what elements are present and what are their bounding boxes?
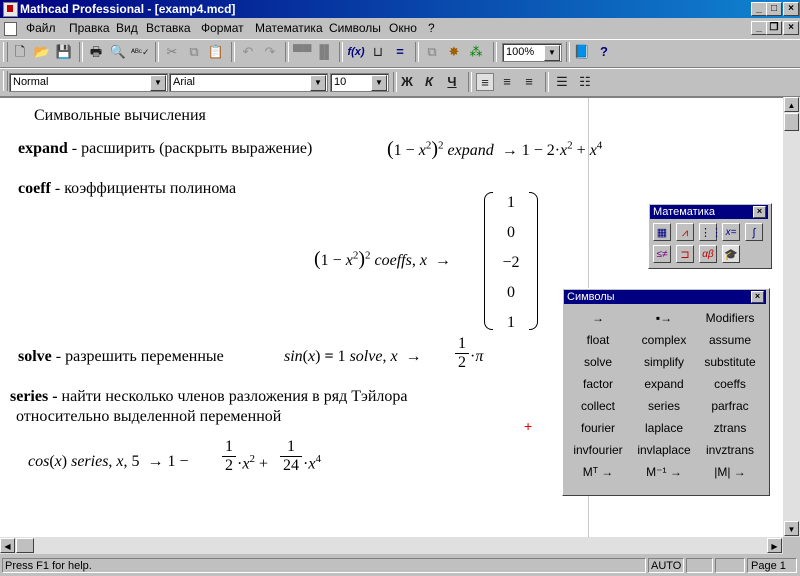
insert-object-icon[interactable]: ⁂ [469,44,483,59]
symbolic-graduation-cap-icon[interactable]: 🎓 [722,245,740,263]
chevron-down-icon[interactable]: ▼ [310,75,326,91]
toolbar-separator [339,42,343,62]
mathcad-app-icon[interactable] [3,2,18,17]
matrix-cell: −2 [502,254,520,271]
symbolic-keyword-button[interactable]: series [647,399,680,413]
status-help-text: Press F1 for help. [5,560,92,572]
doc-minimize-button[interactable]: _ [751,21,767,35]
chevron-down-icon[interactable]: ▼ [371,75,387,91]
menu-help[interactable]: ? [428,21,435,35]
font-size-select[interactable] [330,73,389,92]
toolbar-separator [285,42,289,62]
coeff-description: - коэффициенты полинома [50,180,237,197]
maximize-button[interactable]: □ [766,2,782,16]
status-help-panel [2,558,646,573]
toolbar-grip [3,71,8,91]
close-button[interactable]: × [783,2,799,16]
programming-icon[interactable]: ⊐ [676,245,694,263]
bullet-list-icon[interactable]: ☰ [556,74,568,89]
doc-close-button[interactable]: × [783,21,799,35]
solve-description: - разрешить переменные [51,348,224,365]
title-bar [0,0,800,18]
menu-view[interactable]: Вид [116,21,138,35]
toolbar-separator [155,42,159,62]
italic-button[interactable]: К [425,74,433,89]
symbolic-keyword-button[interactable]: solve [583,355,612,369]
help-question-icon[interactable]: ? [600,44,608,59]
insert-function-icon[interactable]: f(x) [347,46,365,58]
toolbar-grip [3,42,8,62]
new-document-icon[interactable]: 🗋 [14,44,26,59]
scroll-up-arrow-icon[interactable]: ▲ [784,97,799,112]
symbols-palette-close-icon[interactable]: × [751,291,764,303]
menu-file[interactable]: Файл [26,21,56,35]
matrix-cell: 1 [507,194,515,211]
symbolic-keyword-button[interactable]: → [592,311,604,325]
style-value: Normal [13,76,49,88]
symbolic-keyword-button[interactable]: ▪→ [655,311,673,325]
menu-format[interactable]: Формат [201,21,244,35]
resource-book-icon[interactable]: 📘 [573,44,591,59]
coeff-text-region [18,180,236,198]
scroll-right-arrow-icon[interactable]: ▶ [767,538,782,553]
symbolic-keyword-button[interactable]: invfourier [573,443,623,457]
menu-bar [0,18,800,38]
doc-restore-button[interactable]: ❐ [766,21,782,35]
solve-text-region [18,348,224,366]
red-insertion-cursor: + [524,418,533,434]
copy-icon[interactable]: ⧉ [189,44,199,59]
vertical-scrollbar[interactable] [783,97,800,537]
status-bar [0,556,800,576]
solve-keyword: solve [18,348,52,365]
symbolic-keyword-button[interactable]: expand [644,377,684,391]
chevron-down-icon[interactable]: ▼ [150,75,166,91]
scroll-left-arrow-icon[interactable]: ◀ [0,538,15,553]
chevron-down-icon[interactable]: ▼ [544,45,560,61]
vertical-scroll-thumb[interactable] [784,113,799,131]
symbolic-keyword-button[interactable]: |M| → [714,465,746,479]
symbolic-keyword-button[interactable]: Modifiers [705,311,755,325]
coefficient-matrix [484,192,538,330]
math-palette [648,203,772,269]
font-value: Arial [173,76,196,88]
matrix-cell: 0 [507,284,515,301]
boolean-icon[interactable]: ≤≠ [653,245,671,263]
symbolic-keyword-button[interactable]: complex [641,333,687,347]
menu-window[interactable]: Окно [389,21,417,35]
series-description: найти несколько членов разложения в ряд Тэйлора [57,388,408,405]
symbols-palette-title: Символы [567,291,615,303]
status-mode-panel [648,558,684,573]
coeff-keyword: coeff [18,180,51,197]
series-x4-term: $\cdot x^4$ [303,453,321,473]
symbolic-keyword-button[interactable]: Mᵀ → [582,465,614,479]
print-preview-icon[interactable]: 🔍 [109,44,127,59]
expand-description: - расширить (раскрыть выражение) [67,140,313,157]
solve-expression[interactable]: sin(x) = 1 solve, x → [284,348,422,365]
menu-symbols[interactable]: Символы [329,21,381,35]
status-page-panel [747,558,797,573]
symbolic-keyword-button[interactable]: invlaplace [637,443,691,457]
evaluation-icon[interactable]: x= [722,223,740,241]
undo-icon[interactable]: ↶ [242,44,254,59]
symbolic-keyword-button[interactable]: assume [708,333,752,347]
status-num-panel [715,558,745,573]
font-size-value: 10 [334,76,347,88]
status-mode-text: AUTO [651,560,682,572]
window-title: Mathcad Professional - [examp4.mcd] [20,2,236,16]
toolbar-separator [393,72,397,92]
toolbar-separator [493,42,497,62]
calculus-icon[interactable]: ∫ [745,223,763,241]
zoom-value: 100% [506,46,535,58]
matrix-icon[interactable]: ⋮⋮ [699,223,717,241]
symbols-palette-titlebar[interactable] [564,290,766,304]
status-cap-panel [686,558,713,573]
horizontal-scrollbar[interactable] [0,537,783,554]
series-fraction-half: 1 2 [222,438,236,475]
solve-pi-term: ·π [470,348,484,365]
align-center-icon[interactable]: ≡ [503,74,511,89]
matrix-cell: 1 [507,314,515,331]
coeffs-expression[interactable]: $(1 - x^2)^2$ coeffs, x → [314,248,451,270]
menu-math[interactable]: Математика [255,21,323,35]
symbols-palette [562,288,770,496]
scroll-down-arrow-icon[interactable]: ▼ [784,521,799,536]
toolbar-separator [415,42,419,62]
menu-edit[interactable]: Правка [69,21,110,35]
symbolic-keyword-button[interactable]: ztrans [713,421,747,435]
toolbar-separator [231,42,235,62]
symbolic-keyword-button[interactable]: coeffs [714,377,746,391]
matrix-cell: 0 [507,224,515,241]
series-fraction-24: 1 24 [280,438,302,475]
resource-center-icon[interactable]: ✸ [448,44,460,59]
paste-icon[interactable]: 📋 [207,44,225,59]
series-text-region [10,388,408,406]
menu-insert[interactable]: Вставка [146,21,191,35]
zoom-select[interactable] [502,43,562,62]
toolbar-separator [468,72,472,92]
math-palette-close-icon[interactable]: × [753,206,766,218]
align-down-icon[interactable]: ▐▌ [315,44,334,59]
math-palette-title: Математика [653,206,715,218]
symbolic-keyword-button[interactable]: parfrac [711,399,749,413]
print-icon[interactable]: 🖶 [89,44,103,59]
symbolic-keyword-button[interactable]: substitute [704,355,756,369]
insert-unit-icon[interactable]: ⊔ [372,44,384,59]
symbolic-keyword-button[interactable]: M⁻¹ → [646,465,682,479]
align-left-icon[interactable]: ≡ [476,73,494,91]
underline-button[interactable]: Ч [447,74,457,89]
redo-icon[interactable]: ↷ [264,44,276,59]
expand-expression[interactable]: $(1 - x^2)^2$ expand → $1 - 2\cdot x^2 + x^4$ [387,138,603,160]
symbolic-keyword-button[interactable]: laplace [644,421,684,435]
bold-button[interactable]: Ж [401,74,413,89]
symbolic-keyword-button[interactable]: simplify [643,355,684,369]
greek-icon[interactable]: αβ [699,245,717,263]
document-icon[interactable] [4,22,17,36]
expand-keyword: expand [18,140,68,157]
series-description-line2: относительно выделенной переменной [16,408,282,425]
insert-component-icon[interactable]: ⧉ [427,44,437,59]
symbolic-keyword-button[interactable]: float [586,333,610,347]
section-heading: Символьные вычисления [34,107,206,124]
toolbar-separator [79,42,83,62]
symbolic-keyword-button[interactable]: fourier [580,421,615,435]
save-disk-icon[interactable]: 💾 [55,44,73,59]
calculator-icon[interactable]: ▦ [653,223,671,241]
font-select[interactable] [169,73,328,92]
scrollbar-corner [783,537,800,554]
standard-toolbar [0,39,800,68]
symbolic-keyword-button[interactable]: invztrans [705,443,755,457]
series-x2-term: $\cdot x^2$ + [237,453,268,473]
minimize-button[interactable]: _ [751,2,767,16]
cut-icon[interactable]: ✂ [166,44,178,59]
calculate-icon[interactable]: = [396,44,404,59]
align-right-icon[interactable]: ≡ [525,74,533,89]
expand-text-region [18,140,312,158]
series-expression[interactable]: cos(x) series, x, 5 → 1 − [28,453,189,470]
math-palette-titlebar[interactable] [650,205,768,219]
align-across-icon[interactable]: ▀▀ [293,44,312,59]
graph-icon[interactable]: ⩘ [676,223,694,241]
toolbar-separator [545,72,549,92]
status-page-text: Page 1 [751,560,786,572]
toolbar-separator [566,42,570,62]
open-folder-icon[interactable]: 📂 [33,44,51,59]
symbolic-keyword-button[interactable]: collect [580,399,615,413]
numbered-list-icon[interactable]: ☷ [579,74,591,89]
solve-fraction: 1 2 [455,335,469,372]
spell-check-icon[interactable]: ᴬᴮᶜ✓ [131,47,150,57]
horizontal-scroll-thumb[interactable] [16,538,34,553]
format-toolbar [0,68,800,97]
symbolic-keyword-button[interactable]: factor [582,377,613,391]
series-keyword: series - [10,388,58,405]
style-select[interactable] [9,73,168,92]
